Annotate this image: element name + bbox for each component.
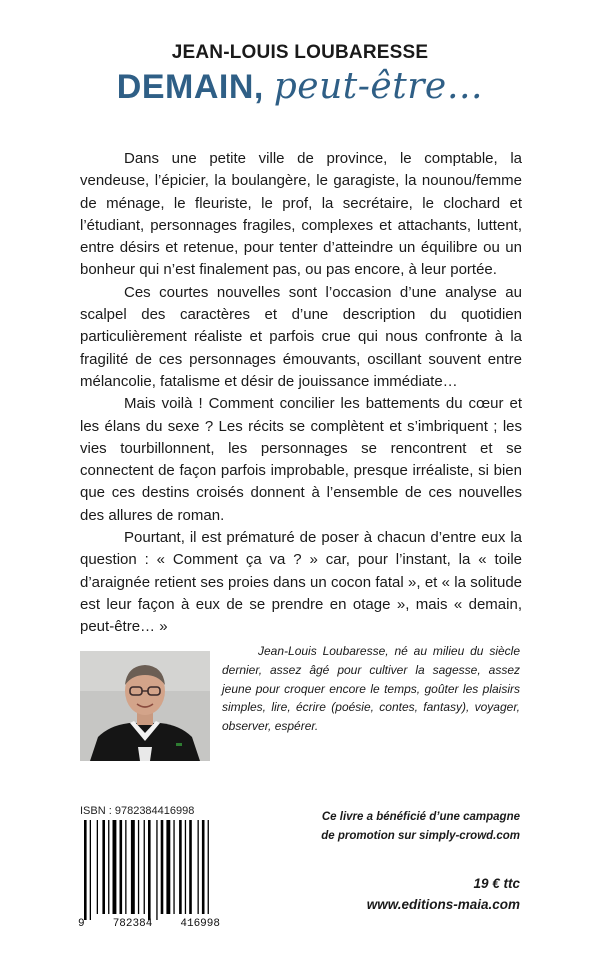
barcode-bar [138, 820, 139, 914]
barcode-bar [131, 820, 135, 914]
barcode-bar [97, 820, 98, 914]
barcode-bar [120, 820, 123, 914]
barcode-bar [166, 820, 170, 914]
barcode-bar [148, 820, 151, 920]
barcode-bar [185, 820, 186, 914]
author-bio-text: Jean-Louis Loubaresse, né au milieu du siècle dernier, assez âgé pour cultiver la sagesse, assez jeune pour croquer encore le temps, goûter les plaisirs simples, lire, écrire (poésie, contes, fantasy), voyager, observer, espérer. [222, 644, 520, 734]
barcode-digit-prefix: 9 [78, 918, 85, 930]
author-name-header: JEAN-LOUIS LOUBARESSE [171, 42, 429, 63]
blurb-paragraph: Mais voilà ! Comment concilier les battements du cœur et les élans du sexe ? Les récits se complètent et s’imbriquent ; les vies tourbillonnent, les personnages se rencontrent et se connectent de façon parfois improbable, presque irréaliste, si bien que ces destins croisés donnent à l’ensemble de ces nouvelles des allures de roman. [80, 395, 522, 524]
barcode-bar [202, 820, 205, 914]
book-title-main: DEMAIN, [116, 68, 274, 106]
back-cover-blurb [80, 148, 522, 639]
blurb-paragraph: Ces courtes nouvelles sont l’occasion d’une analyse au scalpel des caractères et d’une description du quotidien particulièrement réaliste et parfois crue qui nous confronte à la fragilité de ces personnages émouvants, oscillant souvent entre mélancolie, fatalisme et désir de jouissance immédiate… [80, 283, 522, 390]
promo-notice [310, 808, 520, 846]
barcode-bar [208, 820, 209, 914]
barcode-bar [179, 820, 182, 914]
author-photo-image [80, 651, 210, 761]
barcode-bar [189, 820, 192, 914]
barcode-bar [108, 820, 109, 914]
barcode-digit-group-1: 782384 [112, 918, 153, 930]
barcode-digits [78, 918, 220, 930]
barcode-bar [125, 820, 126, 914]
blurb-paragraph: Dans une petite ville de province, le comptable, la vendeuse, l’épicier, la boulangère, le garagiste, la nounou/femme de ménage, le fleuriste, le prof, la secrétaire, le clochard et l’étudiant, personnages fragiles, complexes et attachants, luttent, entre désirs et retenue, pour tenter d’atteindre un équilibre ou un bonheur qui n’est finalement pas, ou pas encore, à leur portée. [80, 150, 522, 279]
isbn-label: ISBN : 9782384416998 [80, 805, 195, 817]
barcode-bar [144, 820, 145, 914]
price-label: 19 € ttc [473, 876, 520, 891]
publisher-website: www.editions-maia.com [366, 897, 520, 912]
barcode-bar [84, 820, 87, 920]
promo-line-1: Ce livre a bénéficié d’une campagne [321, 811, 520, 823]
blurb-paragraph: Pourtant, il est prématuré de poser à chacun d’entre eux la question : « Comment ça va ? » car, pour l’instant, la « toile d’araignée retient ses proies dans un cocon fatal », et « la solitude est leur façon à eux de se prendre en otage », mais « demain, peut-être… » [80, 529, 522, 636]
barcode-bar [102, 820, 105, 914]
barcode-bar [198, 820, 199, 914]
barcode-bar [113, 820, 117, 914]
book-title-script: peut-être… [273, 66, 484, 107]
barcode-bar [161, 820, 164, 914]
barcode-bar [90, 820, 91, 920]
author-photo [80, 651, 210, 761]
barcode-digit-group-2: 416998 [180, 918, 220, 930]
barcode-bar [156, 820, 157, 920]
isbn-barcode [82, 820, 214, 920]
book-title [0, 66, 600, 107]
barcode-bar [173, 820, 174, 914]
promo-line-2: de promotion sur simply-crowd.com [321, 830, 520, 842]
author-biography [222, 642, 520, 736]
